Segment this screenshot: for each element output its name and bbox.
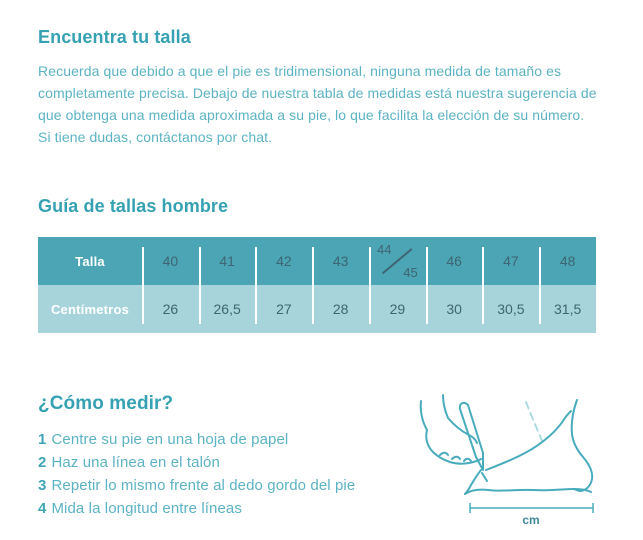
column-divider (255, 247, 257, 324)
column-divider (539, 247, 541, 324)
size-guide-heading: Guía de tallas hombre (38, 196, 229, 216)
column-divider (312, 247, 314, 324)
size-cell: 41 (219, 253, 235, 269)
steps-list (38, 428, 355, 520)
step-text: Mida la longitud entre líneas (51, 500, 242, 517)
how-to-measure-heading: ¿Cómo medir? (38, 393, 174, 414)
size-row (38, 237, 596, 285)
intro-line: que obtenga una medida aproximada a su pie, lo que facilita la elección de su número. (38, 107, 585, 123)
hand-pencil-foot-drawing (421, 395, 592, 494)
size-cell: 43 (332, 253, 349, 269)
size-cell-44-45 (369, 237, 426, 285)
step-number: 1 (38, 431, 47, 448)
cm-row-label: Centímetros (50, 301, 130, 317)
centimeters-row (38, 285, 596, 333)
step-text: Haz una línea en el talón (51, 454, 220, 471)
step-item (38, 428, 355, 451)
intro-line: Si tiene dudas, contáctanos por chat. (38, 129, 273, 145)
size-cell: 42 (276, 253, 292, 269)
cm-cell: 28 (332, 301, 349, 317)
size-cell: 46 (446, 253, 462, 269)
step-text: Repetir lo mismo frente al dedo gordo del pie (51, 477, 356, 494)
column-divider (142, 247, 144, 324)
size-table (38, 237, 596, 333)
size-row-label: Talla (75, 253, 105, 269)
page-title: Encuentra tu talla (38, 27, 191, 47)
cm-cell: 30 (446, 301, 462, 317)
size-cell: 47 (503, 253, 519, 269)
step-number: 2 (38, 454, 47, 471)
column-divider (426, 247, 428, 324)
size-cell: 48 (559, 253, 576, 269)
intro-paragraph (38, 60, 597, 148)
column-divider (482, 247, 484, 324)
cm-cell: 27 (276, 301, 292, 317)
intro-line: Recuerda que debido a que el pie es tridimensional, ninguna medida de tamaño es (38, 63, 562, 79)
step-item (38, 497, 355, 520)
size-45: 45 (403, 265, 418, 280)
cm-label: cm (522, 513, 540, 527)
step-item (38, 474, 355, 497)
size-44: 44 (377, 242, 392, 257)
cm-cell: 31,5 (554, 301, 582, 317)
step-number: 3 (38, 477, 47, 494)
column-divider (369, 247, 371, 324)
cm-cell: 26,5 (213, 301, 241, 317)
cm-cell: 29 (389, 301, 406, 317)
step-text: Centre su pie en una hoja de papel (51, 431, 289, 448)
cm-cell: 26 (162, 301, 179, 317)
foot-measurement-illustration (408, 373, 603, 528)
cm-cell: 30,5 (497, 301, 525, 317)
intro-line: completamente precisa. Debajo de nuestra tabla de medidas está nuestra sugerencia de (38, 85, 597, 101)
size-cell: 40 (162, 253, 179, 269)
step-number: 4 (38, 500, 47, 517)
measurement-line (470, 503, 593, 513)
column-divider (199, 247, 201, 324)
step-item (38, 451, 355, 474)
